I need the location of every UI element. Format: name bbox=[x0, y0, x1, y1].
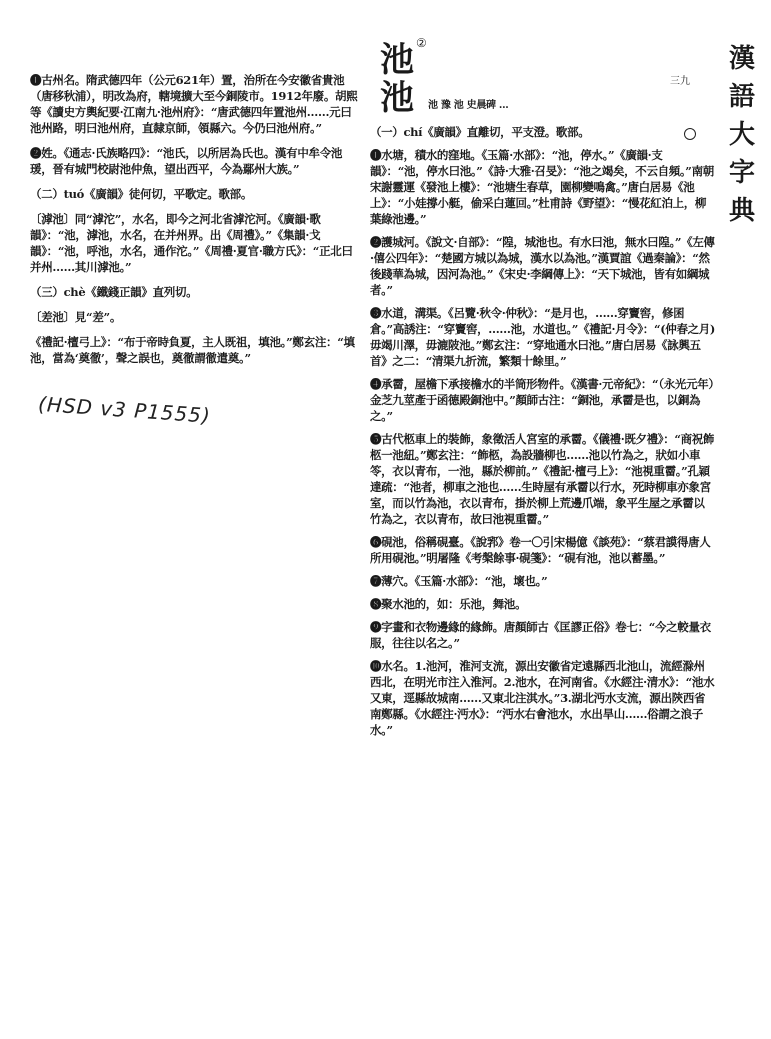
left-para: （三）chè《鐵錢正韻》直列切。 bbox=[30, 285, 198, 299]
right-para: ❻硯池，俗稱硯臺。《說郛》卷一〇引宋楊億《談苑》：“蔡君謨得唐人所用硯池。”明屠隆《考槃餘事·硯箋》：“硯有池，池以蓄墨。” bbox=[370, 535, 711, 565]
right-para: ❸水道，溝渠。《呂覽·秋令·仲秋》：“是月也，……穿竇窖，修囷倉。”高誘注：“穿竇窖，……池，水道也。”《禮記·月令》：“(仲春之月)毋竭川澤，毋漉陂池。”鄭玄注：“穿地通水曰池。”唐白居易《詠興五首》之二：“清渠九折流，繁類十餘里。” bbox=[370, 306, 715, 368]
headword: 池 bbox=[380, 40, 414, 80]
right-para: ❶水塘，積水的窪地。《玉篇·水部》：“池，停水。”《廣韻·支韻》：“池，停水曰池。”《詩·大雅·召旻》：“池之竭矣，不云自頻。”南朝宋謝靈運《發池上樓》：“池塘生春草，園柳變鳴禽。”唐白居易《池上》：“小娃撐小艇，偷采白蓮回。”杜甫詩《野望》：“慢花紅泊上，柳葉綠池邊。” bbox=[370, 148, 714, 226]
left-para: ❷姓。《通志·氏族略四》：“池氏，以所居為氏也。漢有中牟令池瑗，晉有城門校尉池仲魚，望出西平，今為鄢州大族。” bbox=[30, 146, 343, 176]
title-char: 漢 bbox=[728, 44, 755, 74]
title-char: 典 bbox=[728, 196, 755, 226]
right-para: ❷護城河。《說文·自部》：“隍，城池也。有水曰池，無水曰隍。”《左傳·僖公四年》：“楚國方城以為城，漢水以為池。”漢賈誼《過秦論》：“然後踐華為城，因河為池。”《宋史·李綱傳上》：“天下城池，皆有如綱城者。” bbox=[370, 235, 715, 297]
left-para: 〔差池〕見“差”。 bbox=[30, 310, 122, 324]
title-char: 大 bbox=[728, 120, 755, 150]
right-para: ❿水名。1.池河，淮河支流，源出安徽省定遠縣西北池山，流經滁州西北，在明光市注入淮河。2.池水，在河南省。《水經注·清水》：“池水又東，逕縣故城南……又東北注淇水。”3.湖北沔水支流，源出陝西省南鄭縣。《水經注·沔水》：“沔水右會池水，水出旱山……俗謂之浪子水。” bbox=[370, 659, 715, 737]
left-para: ❶古州名。隋武德四年（公元621年）置，治所在今安徽省貴池（唐移秋浦），明改為府，轄境擴大至今銅陵市。1912年廢。胡熙等《讀史方輿紀要·江南九·池州府》：“唐武德四年置池州……元曰池州路，明曰池州府，直隸京師，領縣六。今仍曰池州府。” bbox=[30, 73, 358, 135]
dictionary-title bbox=[722, 40, 762, 230]
page-marker: 三九 bbox=[670, 76, 690, 87]
right-para: ❼薄穴。《玉篇·水部》：“池，壞也。” bbox=[370, 574, 548, 588]
left-column bbox=[30, 72, 360, 375]
headword-number: ② bbox=[416, 36, 427, 50]
right-para: ❽聚水池的，如：乐池，舞池。 bbox=[370, 597, 527, 611]
left-para: 〔滹池〕同“滹沱”，水名，即今之河北省滹沱河。《廣韻·歌韻》：“池，滹池，水名，在并州界。出《周禮》。”《集韻·戈韻》：“池，呼池，水名，通作沱。”《周禮·夏官·職方氏》：“正北曰并州……其川滹池。” bbox=[30, 212, 353, 274]
right-para: （一）chí《廣韻》直離切，平支澄。歌部。 bbox=[370, 125, 590, 139]
title-char: 語 bbox=[728, 82, 755, 112]
headword-variant: 池 bbox=[380, 78, 414, 118]
right-para: ❹承霤，屋檐下承接檐水的半筒形物件。《漢書·元帝紀》：“（永光元年）金芝九莖產于函德殿銅池中。”顏師古注：“銅池，承霤是也，以銅為之。” bbox=[370, 377, 714, 423]
right-para: ❾字畫和衣物邊緣的緣飾。唐顏師古《匡謬正俗》卷七：“今之較量衣服，往往以名之。” bbox=[370, 620, 711, 650]
right-column bbox=[370, 124, 715, 745]
left-para: （二）tuó《廣韻》徒何切，平歌定。歌部。 bbox=[30, 187, 253, 201]
right-para: ❺古代柩車上的裝飾，象徵活人宮室的承霤。《儀禮·既夕禮》：“商祝飾柩一池紐。”鄭玄注：“飾柩，為設牆柳也……池以竹為之，狀如小車笭，衣以青布，一池，縣於柳前。”《禮記·檀弓上》：“池視重霤。”孔穎達疏：“池者，柳車之池也……生時屋有承霤以行水，死時柳車亦象宮室，而以竹為池，衣以青布，掛於柳上荒邊爪端，象平生屋之承霤以竹為之，衣以青布，故曰池視重霤。” bbox=[370, 432, 715, 526]
left-para: 《禮記·檀弓上》：“布于帝時負夏，主人既祖，填池。”鄭玄注：“填池，當為‘奠徹’，聲之誤也，奠徹謂徹遣奠。” bbox=[30, 335, 355, 365]
title-char: 字 bbox=[728, 158, 755, 188]
handwritten-note: (HSD v3 P1555) bbox=[37, 391, 212, 428]
variant-forms: 池 豫 池 史晨碑 ... bbox=[428, 100, 509, 111]
